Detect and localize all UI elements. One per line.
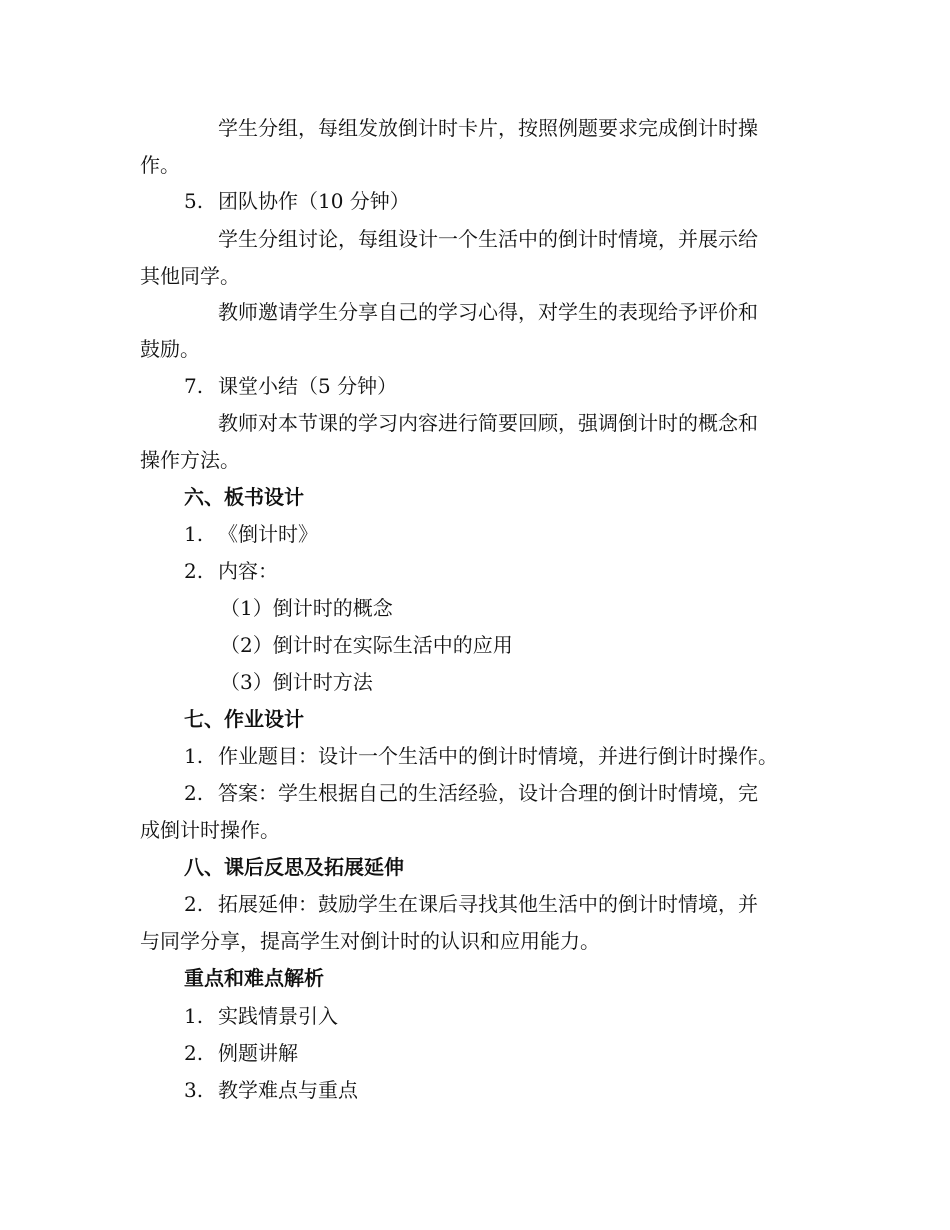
list-number: 3. bbox=[184, 1078, 204, 1102]
list-item-text: 团队协作（10 分钟） bbox=[218, 189, 410, 213]
list-number: 2. bbox=[184, 1041, 204, 1065]
list-item bbox=[184, 1078, 358, 1102]
list-number: 2. bbox=[184, 781, 204, 805]
list-item bbox=[184, 1004, 338, 1028]
list-item bbox=[184, 522, 318, 546]
paragraph-line: 教师邀请学生分享自己的学习心得，对学生的表现给予评价和 bbox=[218, 300, 758, 324]
list-item bbox=[184, 189, 410, 213]
list-item bbox=[184, 781, 758, 805]
list-item-text: 作业题目：设计一个生活中的倒计时情境，并进行倒计时操作。 bbox=[218, 744, 778, 768]
list-item bbox=[184, 374, 397, 398]
list-item-text: 例题讲解 bbox=[218, 1041, 298, 1065]
paragraph-line: 学生分组讨论，每组设计一个生活中的倒计时情境，并展示给 bbox=[218, 227, 758, 251]
paragraph-line: 其他同学。 bbox=[140, 264, 240, 288]
sub-item: （2）倒计时在实际生活中的应用 bbox=[220, 633, 513, 657]
section-heading: 重点和难点解析 bbox=[184, 966, 324, 990]
list-item-text: 《倒计时》 bbox=[218, 522, 318, 546]
paragraph-line: 学生分组，每组发放倒计时卡片，按照例题要求完成倒计时操 bbox=[218, 116, 758, 140]
list-number: 1. bbox=[184, 522, 204, 546]
list-item bbox=[184, 744, 778, 768]
list-item bbox=[184, 559, 278, 583]
sub-item: （1）倒计时的概念 bbox=[220, 596, 393, 620]
section-heading: 七、作业设计 bbox=[184, 707, 304, 731]
paragraph-line: 成倒计时操作。 bbox=[140, 818, 280, 842]
list-item bbox=[184, 1041, 298, 1065]
list-number: 5. bbox=[184, 189, 204, 213]
list-item-text: 拓展延伸：鼓励学生在课后寻找其他生活中的倒计时情境，并 bbox=[218, 892, 758, 916]
section-heading: 六、板书设计 bbox=[184, 485, 304, 509]
list-item-text: 答案：学生根据自己的生活经验，设计合理的倒计时情境，完 bbox=[218, 781, 758, 805]
list-item-text: 教学难点与重点 bbox=[218, 1078, 358, 1102]
sub-item: （3）倒计时方法 bbox=[220, 670, 373, 694]
list-item-text: 内容： bbox=[218, 559, 278, 583]
list-number: 7. bbox=[184, 374, 204, 398]
list-number: 2. bbox=[184, 892, 204, 916]
paragraph-line: 鼓励。 bbox=[140, 337, 200, 361]
list-number: 1. bbox=[184, 1004, 204, 1028]
paragraph-line: 操作方法。 bbox=[140, 448, 240, 472]
section-heading: 八、课后反思及拓展延伸 bbox=[184, 855, 404, 879]
list-item-text: 实践情景引入 bbox=[218, 1004, 338, 1028]
paragraph-line: 与同学分享，提高学生对倒计时的认识和应用能力。 bbox=[140, 929, 600, 953]
paragraph-line: 作。 bbox=[140, 153, 180, 177]
list-number: 2. bbox=[184, 559, 204, 583]
list-item bbox=[184, 892, 758, 916]
list-item-text: 课堂小结（5 分钟） bbox=[218, 374, 398, 398]
paragraph-line: 教师对本节课的学习内容进行简要回顾，强调倒计时的概念和 bbox=[218, 411, 758, 435]
list-number: 1. bbox=[184, 744, 204, 768]
